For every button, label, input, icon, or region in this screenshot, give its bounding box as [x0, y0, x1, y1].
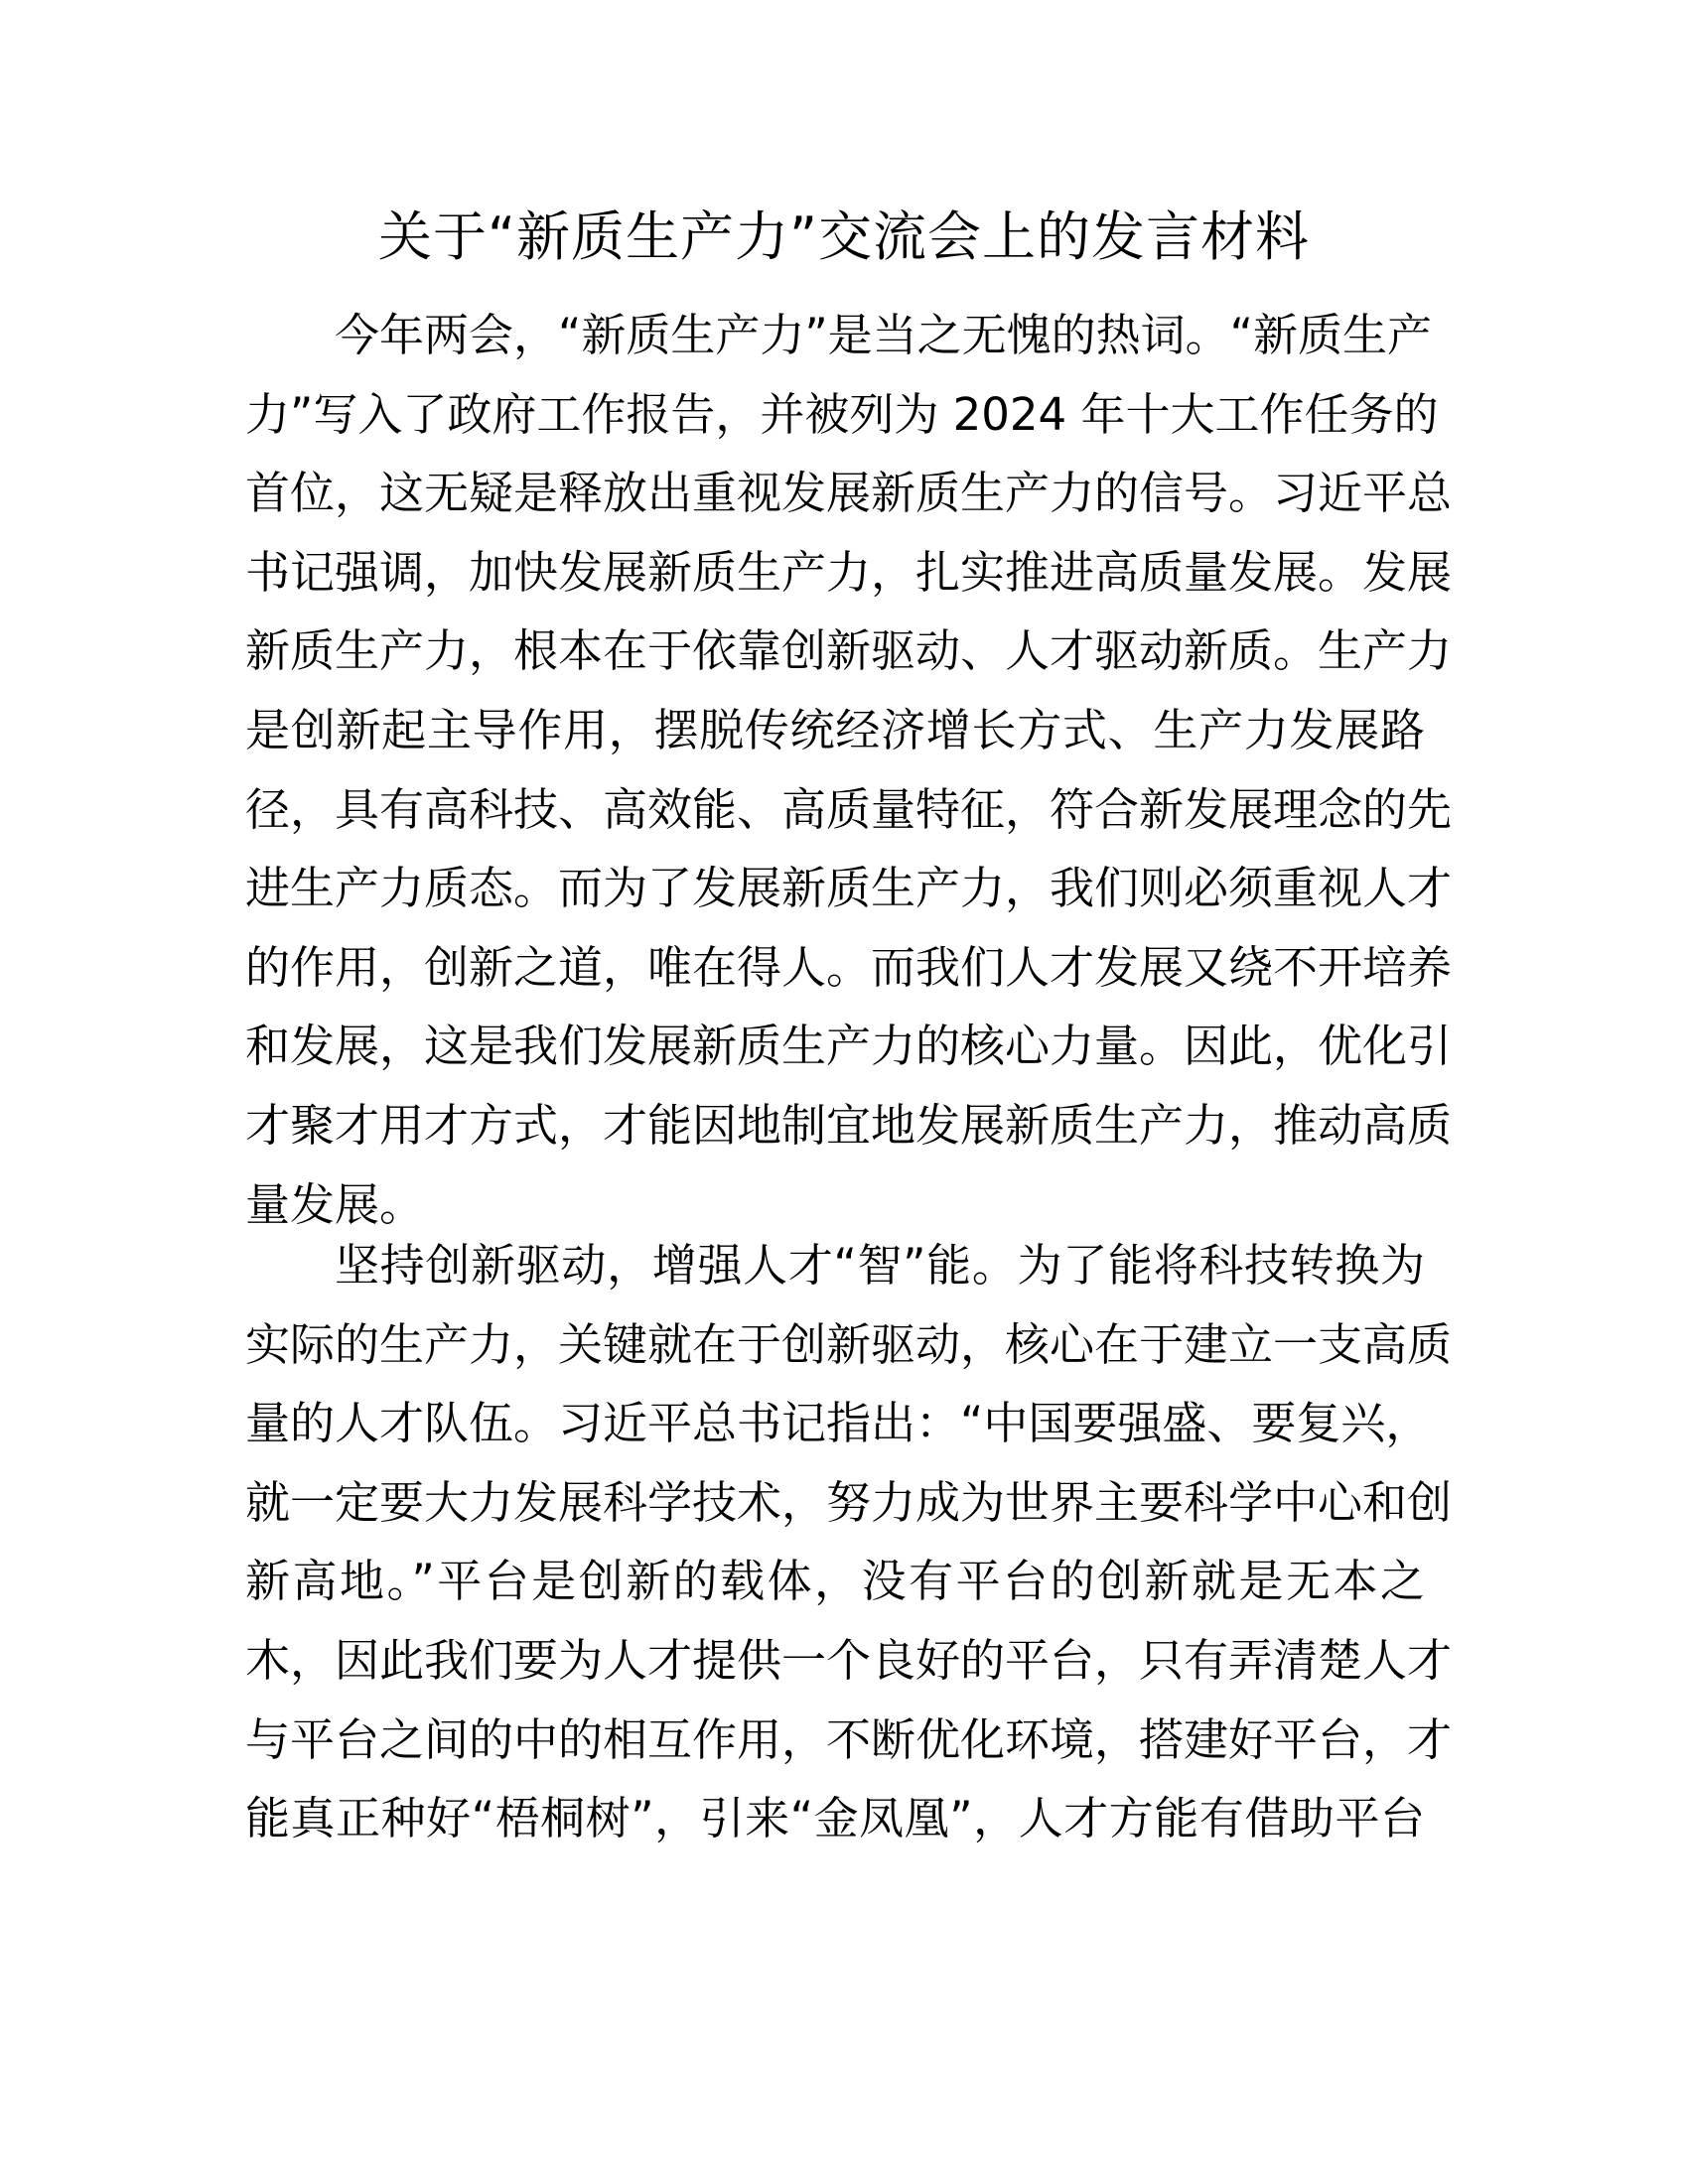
- text-line: 新高地。”平台是创新的载体，没有平台的创新就是无本之: [245, 1555, 1425, 1608]
- text-line: 新质生产力，根本在于依靠创新驱动、人才驱动新质。生产力: [245, 624, 1453, 678]
- text-line: 量发展。: [245, 1177, 425, 1231]
- text-line: 力”写入了政府工作报告，并被列为 2024 年十大工作任务的: [245, 387, 1439, 441]
- text-line: 和发展，这是我们发展新质生产力的核心力量。因此，优化引: [245, 1020, 1453, 1073]
- text-line: 是创新起主导作用，摆脱传统经济增长方式、生产力发展路: [245, 703, 1425, 756]
- paragraph-1: [245, 296, 1453, 1244]
- text-line: 书记强调，加快发展新质生产力，扎实推进高质量发展。发展: [245, 545, 1453, 599]
- text-line: 就一定要大力发展科学技术，努力成为世界主要科学中心和创: [245, 1475, 1453, 1529]
- text-line: 坚持创新驱动，增强人才“智”能。为了能将科技转换为: [335, 1239, 1425, 1292]
- text-line: 量的人才队伍。习近平总书记指出：“中国要强盛、要复兴，: [245, 1397, 1431, 1450]
- paragraph-2: [245, 1226, 1453, 1858]
- text-line: 与平台之间的中的相互作用，不断优化环境，搭建好平台，才: [245, 1712, 1453, 1766]
- text-line: 才聚才用才方式，才能因地制宜地发展新质生产力，推动高质: [245, 1098, 1453, 1152]
- text-line: 首位，这无疑是释放出重视发展新质生产力的信号。习近平总: [245, 467, 1453, 520]
- text-line: 今年两会，“新质生产力”是当之无愧的热词。“新质生产: [335, 309, 1432, 361]
- text-line: 能真正种好“梧桐树”，引来“金凤凰”，人才方能有借助平台: [245, 1792, 1425, 1845]
- text-line: 实际的生产力，关键就在于创新驱动，核心在于建立一支高质: [245, 1317, 1453, 1371]
- document-title: 关于“新质生产力”交流会上的发言材料: [378, 205, 1310, 268]
- text-line: 进生产力质态。而为了发展新质生产力，我们则必须重视人才: [245, 862, 1453, 915]
- text-line: 径，具有高科技、高效能、高质量特征，符合新发展理念的先: [245, 782, 1453, 836]
- text-line: 木，因此我们要为人才提供一个良好的平台，只有弄清楚人才: [245, 1633, 1453, 1687]
- text-line: 的作用，创新之道，唯在得人。而我们人才发展又绕不开培养: [245, 940, 1453, 994]
